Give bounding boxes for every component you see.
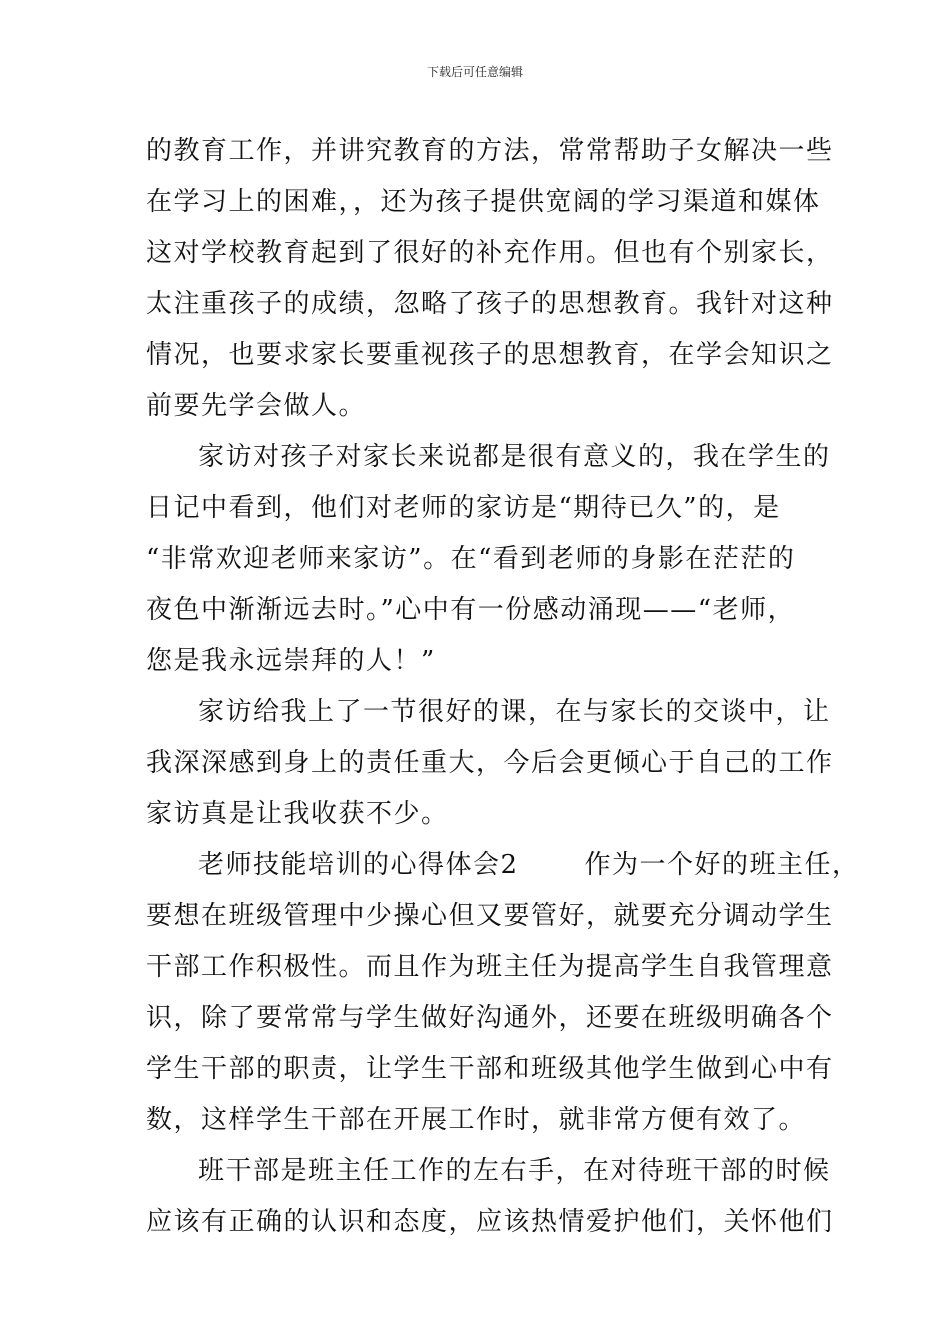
text-line: 家访给我上了一节很好的课，在与家长的交谈中，让 <box>198 697 831 727</box>
paragraph-3 <box>146 687 834 840</box>
section-heading: 老师技能培训的心得体会2 <box>198 850 519 880</box>
section-lead-text: 作为一个好的班主任， <box>584 850 860 880</box>
text-line: 我深深感到身上的责任重大，今后会更倾心于自己的工作 <box>146 748 834 778</box>
text-line: 前要先学会做人。 <box>146 391 367 421</box>
text-line: 家访真是让我收获不少。 <box>146 799 449 829</box>
text-line: 夜色中渐渐远去时。”心中有一份感动涌现——“老师， <box>146 595 796 625</box>
paragraph-1 <box>146 126 834 432</box>
text-line: 这对学校教育起到了很好的补充作用。但也有个别家长， <box>146 238 834 268</box>
paragraph-5 <box>146 1146 834 1248</box>
text-line: 太注重孩子的成绩，忽略了孩子的思想教育。我针对这种 <box>146 289 834 319</box>
text-line: 家访对孩子对家长来说都是很有意义的，我在学生的 <box>198 442 831 472</box>
text-line: 日记中看到，他们对老师的家访是“期待已久”的，是 <box>146 493 781 523</box>
text-line: “非常欢迎老师来家访”。在“看到老师的身影在茫茫的 <box>146 544 796 574</box>
text-line: 您是我永远崇拜的人！” <box>146 646 436 676</box>
text-line: 情况，也要求家长要重视孩子的思想教育，在学会知识之 <box>146 340 834 370</box>
text-line: 干部工作积极性。而且作为班主任为提高学生自我管理意 <box>146 952 834 982</box>
text-line: 要想在班级管理中少操心但又要管好，就要充分调动学生 <box>146 901 834 931</box>
text-line: 班干部是班主任工作的左右手，在对待班干部的时候 <box>198 1156 831 1186</box>
paragraph-4 <box>146 840 860 1146</box>
text-line: 应该有正确的认识和态度，应该热情爱护他们，关怀他们 <box>146 1207 834 1237</box>
text-line: 在学习上的困难，，还为孩子提供宽阔的学习渠道和媒体 <box>146 187 821 217</box>
text-line: 识，除了要常常与学生做好沟通外，还要在班级明确各个 <box>146 1003 834 1033</box>
section-heading-line <box>146 840 860 891</box>
paragraph-2 <box>146 432 831 687</box>
text-line: 的教育工作，并讲究教育的方法，常常帮助子女解决一些 <box>146 136 834 166</box>
text-line: 数，这样学生干部在开展工作时，就非常方便有效了。 <box>146 1105 807 1135</box>
document-body <box>146 126 860 1248</box>
text-line: 学生干部的职责，让学生干部和班级其他学生做到心中有 <box>146 1054 834 1084</box>
page-header-note: 下载后可任意编辑 <box>426 65 523 79</box>
